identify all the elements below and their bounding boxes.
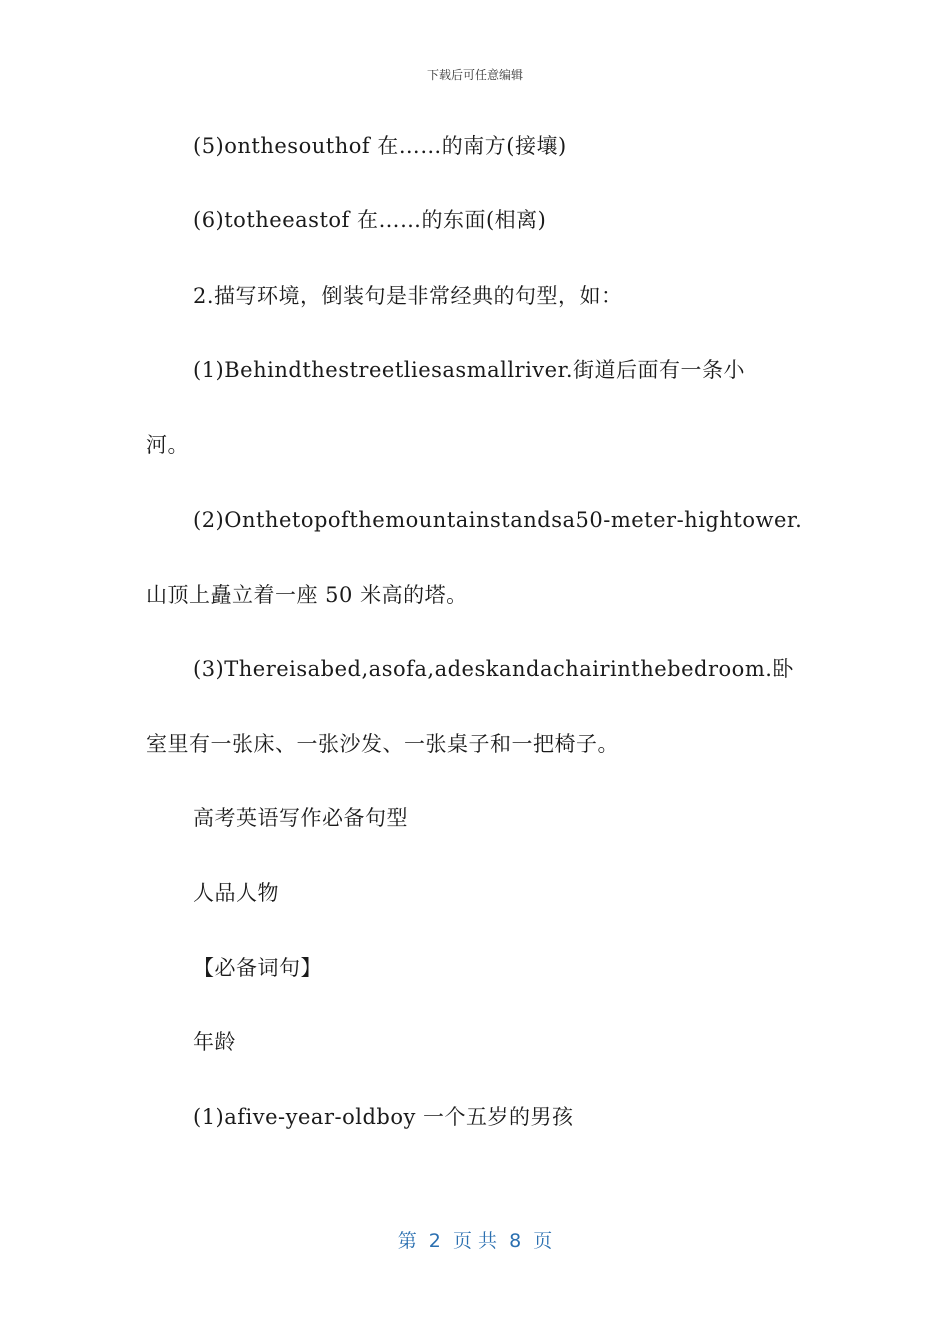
page-footer: 第 2 页 共 8 页 <box>397 1230 553 1252</box>
subsection-title: 人品人物 <box>193 881 279 905</box>
text-line: (3)Thereisabed,asofa,adeskandachairinthebedroom.卧 <box>193 657 794 681</box>
text-line: 山顶上矗立着一座 50 米高的塔。 <box>146 583 468 607</box>
text-line: (5)onthesouthof 在……的南方(接壤) <box>193 134 567 158</box>
text-line: (1)afive-year-oldboy 一个五岁的男孩 <box>193 1105 574 1129</box>
text-line: 2.描写环境，倒装句是非常经典的句型，如： <box>193 284 623 308</box>
text-line: 室里有一张床、一张沙发、一张桌子和一把椅子。 <box>146 732 619 756</box>
section-title: 高考英语写作必备句型 <box>193 806 408 830</box>
subsection-heading: 【必备词句】 <box>193 956 322 980</box>
text-line: 河。 <box>146 433 189 457</box>
text-line: (1)Behindthestreetliesasmallriver.街道后面有一条小 <box>193 358 746 382</box>
category-heading: 年龄 <box>193 1030 236 1054</box>
text-line: (2)Onthetopofthemountainstandsa50-meter-hightower. <box>193 508 803 532</box>
text-line: (6)totheeastof 在……的东面(相离) <box>193 208 547 232</box>
page-header: 下载后可任意编辑 <box>426 68 523 82</box>
